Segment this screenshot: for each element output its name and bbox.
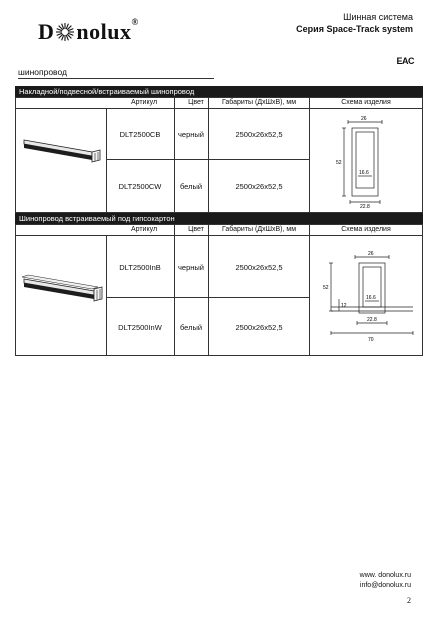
divider — [106, 235, 107, 356]
col-dimensions-header: Габариты (ДхШхВ), мм — [221, 226, 297, 233]
group1-title-band: Накладной/подвесной/встраиваемый шинопровод — [15, 86, 423, 97]
registered-mark: ® — [131, 17, 139, 27]
row4-article: DLT2500InW — [118, 323, 162, 332]
col-dimensions-header: Габариты (ДхШхВ), мм — [221, 99, 297, 106]
row2-color: белый — [179, 182, 203, 191]
logo-letter-d: D — [38, 18, 55, 44]
row3-dimensions: 2500х26х52,5 — [235, 263, 283, 272]
header-title-line1: Шинная система — [343, 12, 413, 22]
logo-text: nolux — [76, 18, 132, 44]
row1-article: DLT2500CB — [119, 130, 161, 139]
section-title: шинопровод — [18, 67, 67, 77]
page-number: 2 — [407, 596, 411, 605]
divider — [309, 98, 310, 213]
row3-color: черный — [178, 263, 204, 272]
scheme-label-width: 70 — [368, 337, 374, 343]
sunburst-icon — [55, 22, 75, 42]
group1-table — [15, 97, 423, 213]
row4-dimensions: 2500х26х52,5 — [235, 323, 283, 332]
col-article-header: Артикул — [130, 99, 158, 106]
scheme-label-height: 52 — [323, 285, 329, 291]
col-article-header: Артикул — [130, 226, 158, 233]
col-scheme-header: Схема изделия — [341, 99, 391, 106]
track-recessed-product-image — [22, 265, 106, 307]
row1-color: черный — [178, 130, 204, 139]
scheme-label-inner: 16.6 — [366, 295, 376, 301]
scheme-label-flange: 12 — [341, 303, 347, 309]
section-underline — [18, 78, 214, 79]
divider — [106, 159, 309, 160]
divider — [208, 98, 209, 213]
group2-scheme-drawing — [321, 251, 421, 345]
row2-dimensions: 2500х26х52,5 — [235, 182, 283, 191]
divider — [208, 225, 209, 356]
divider — [309, 225, 310, 356]
col-scheme-header: Схема изделия — [341, 226, 391, 233]
scheme-label-bottom: 22.8 — [360, 204, 370, 208]
scheme-label-height: 52 — [336, 160, 342, 166]
scheme-label-top: 26 — [361, 116, 367, 122]
eac-cert-mark: EAC — [396, 56, 414, 66]
col-color-header: Цвет — [188, 99, 204, 106]
group2-table — [15, 224, 423, 356]
row4-color: белый — [179, 323, 203, 332]
footer-website[interactable]: www. donolux.ru — [359, 572, 411, 579]
row3-article: DLT2500InB — [119, 263, 161, 272]
track-product-image — [22, 130, 104, 170]
footer-email[interactable]: info@donolux.ru — [359, 582, 411, 589]
header-title-line2: Серия Space-Track system — [296, 24, 413, 34]
divider — [106, 297, 309, 298]
row1-dimensions: 2500х26х52,5 — [235, 130, 283, 139]
divider — [106, 108, 107, 213]
scheme-label-bottom: 22.8 — [367, 317, 377, 323]
divider — [174, 225, 175, 356]
scheme-label-top: 26 — [368, 251, 374, 257]
divider — [174, 98, 175, 213]
group2-title-band: Шинопровод встраиваемый под гипсокартон — [15, 213, 423, 224]
brand-logo — [38, 17, 139, 45]
group1-scheme-drawing — [334, 116, 404, 208]
group2-header-row — [16, 225, 422, 236]
col-color-header: Цвет — [188, 226, 204, 233]
scheme-label-inner: 16.6 — [359, 170, 369, 176]
row2-article: DLT2500CW — [118, 182, 162, 191]
group1-header-row — [16, 98, 422, 109]
